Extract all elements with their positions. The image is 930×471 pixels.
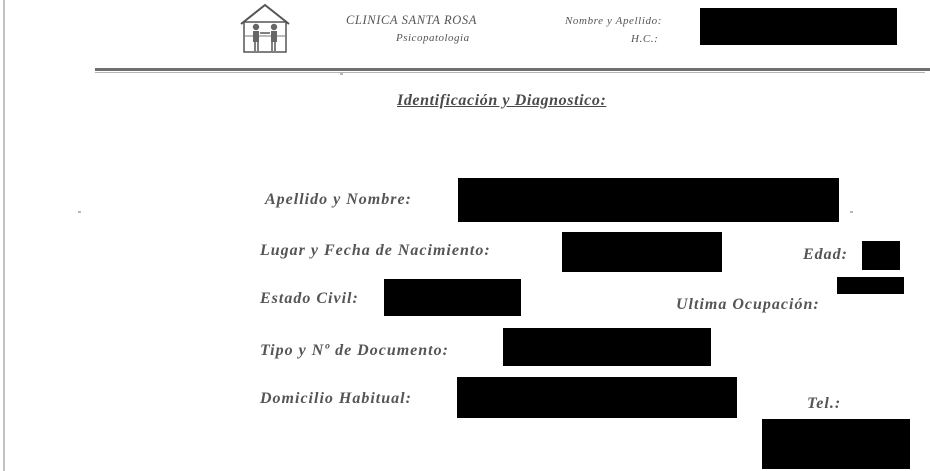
marital-status-label: Estado Civil: — [260, 290, 359, 307]
header-divider-shadow — [95, 72, 925, 73]
scan-speck — [850, 211, 853, 213]
redacted-marital-status — [384, 279, 521, 316]
clinic-house-logo-icon — [238, 2, 292, 54]
section-title: Identificación y Diagnostico: — [397, 92, 607, 109]
redacted-document — [503, 328, 711, 366]
redacted-phone — [762, 419, 910, 469]
scan-speck — [340, 73, 343, 75]
document-type-number-label: Tipo y Nº de Documento: — [260, 342, 449, 359]
redacted-surname-name — [458, 178, 839, 222]
patient-name-label: Nombre y Apellido: — [565, 15, 662, 27]
redacted-birth-place-date — [562, 232, 722, 272]
usual-address-label: Domicilio Habitual: — [260, 390, 412, 407]
header-divider — [95, 68, 930, 71]
scan-edge — [3, 0, 5, 471]
phone-label: Tel.: — [807, 395, 842, 412]
age-label: Edad: — [803, 246, 848, 263]
birth-place-date-label: Lugar y Fecha de Nacimiento: — [260, 242, 491, 259]
record-number-label: H.C.: — [631, 33, 659, 45]
redacted-address — [457, 377, 737, 418]
last-occupation-label: Ultima Ocupación: — [676, 296, 820, 313]
redacted-age — [862, 241, 900, 270]
redacted-occupation — [837, 277, 904, 294]
scan-speck — [78, 211, 81, 213]
clinic-department: Psicopatologia — [396, 32, 470, 44]
redacted-patient-name — [700, 8, 897, 45]
surname-name-label: Apellido y Nombre: — [265, 191, 412, 208]
clinic-name: CLINICA SANTA ROSA — [346, 13, 477, 27]
